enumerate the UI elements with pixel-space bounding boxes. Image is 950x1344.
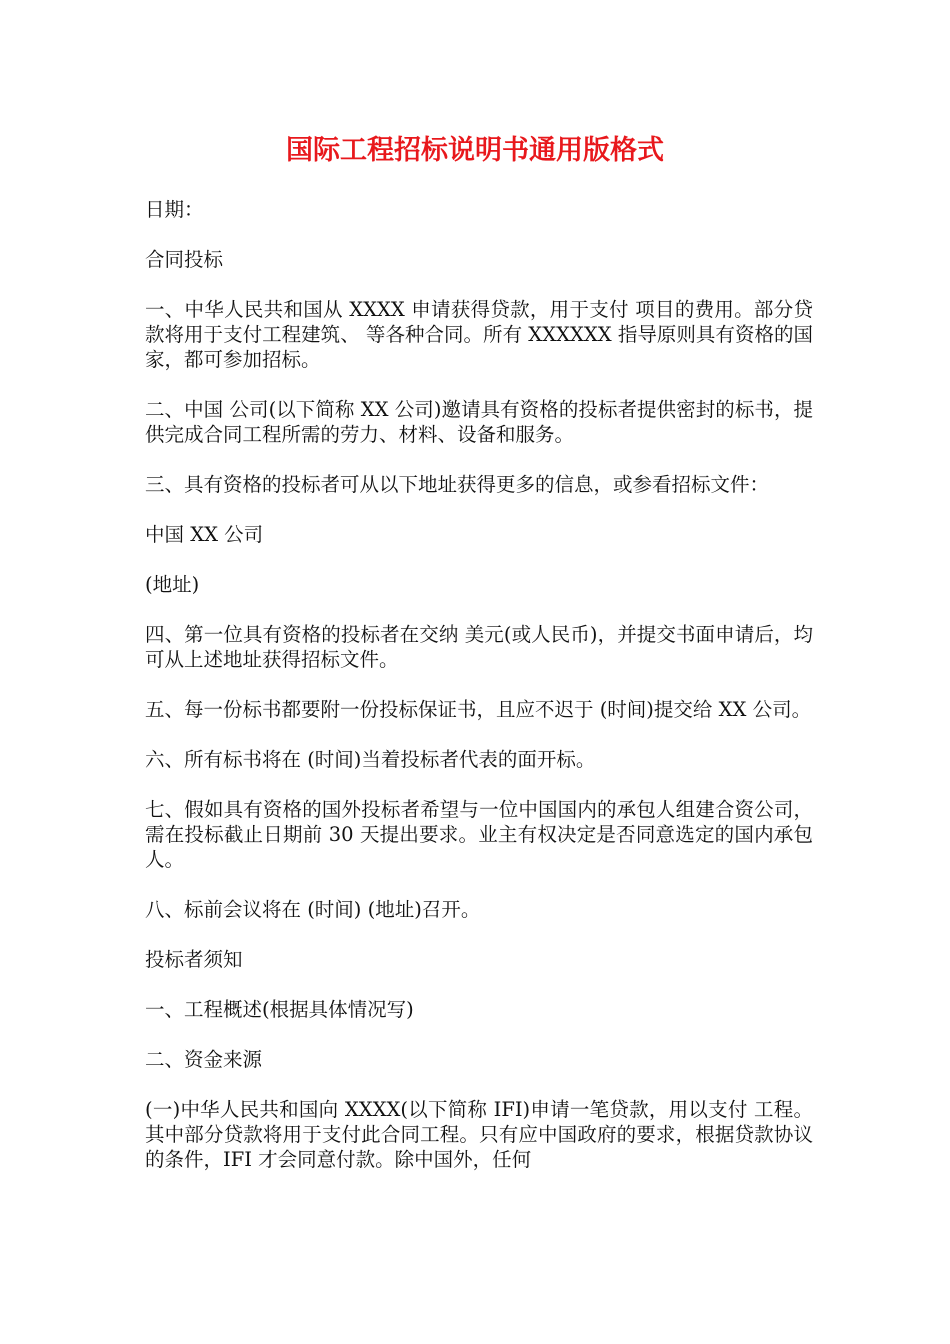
date-line: 日期：: [145, 198, 204, 221]
subsection-project-overview: 一、工程概述(根据具体情况写): [145, 998, 414, 1021]
document-body: [145, 197, 813, 1197]
paragraph-7: 七、假如具有资格的国外投标者希望与一位中国国内的承包人组建合资公司，需在投标截止日期前 30 天提出要求。业主有权决定是否同意选定的国内承包人。: [145, 798, 813, 871]
paragraph-2: 二、中国 公司(以下简称 XX 公司)邀请具有资格的投标者提供密封的标书，提供完成合同工程所需的劳力、材料、设备和服务。: [145, 398, 813, 446]
paragraph-5: 五、每一份标书都要附一份投标保证书，且应不迟于 (时间)提交给 XX 公司。: [145, 698, 812, 721]
paragraph-funding-1: (一)中华人民共和国向 XXXX(以下简称 IFI)申请一笔贷款，用以支付 工程。其中部分贷款将用于支付此合同工程。只有应中国政府的要求，根据贷款协议的条件，IFI 才会同意付款。除中国外，任何: [145, 1098, 813, 1171]
paragraph-3: 三、具有资格的投标者可从以下地址获得更多的信息，或参看招标文件：: [145, 473, 770, 496]
subsection-funding-source: 二、资金来源: [145, 1048, 263, 1071]
paragraph-1: 一、中华人民共和国从 XXXX 申请获得贷款，用于支付 项目的费用。部分贷款将用于支付工程建筑、 等各种合同。所有 XXXXXX 指导原则具有资格的国家，都可参加招标。: [145, 298, 813, 371]
paragraph-6: 六、所有标书将在 (时间)当着投标者代表的面开标。: [145, 748, 596, 771]
paragraph-8: 八、标前会议将在 (时间) (地址)召开。: [145, 898, 481, 921]
section-heading-bidder-instructions: 投标者须知: [145, 948, 243, 971]
address-line: (地址): [145, 573, 200, 596]
company-name-line: 中国 XX 公司: [145, 523, 264, 546]
document-title: 国际工程招标说明书通用版格式: [286, 135, 664, 166]
section-heading-contract-bid: 合同投标: [145, 248, 224, 271]
paragraph-4: 四、第一位具有资格的投标者在交纳 美元(或人民币)，并提交书面申请后，均可从上述地址获得招标文件。: [145, 623, 813, 671]
